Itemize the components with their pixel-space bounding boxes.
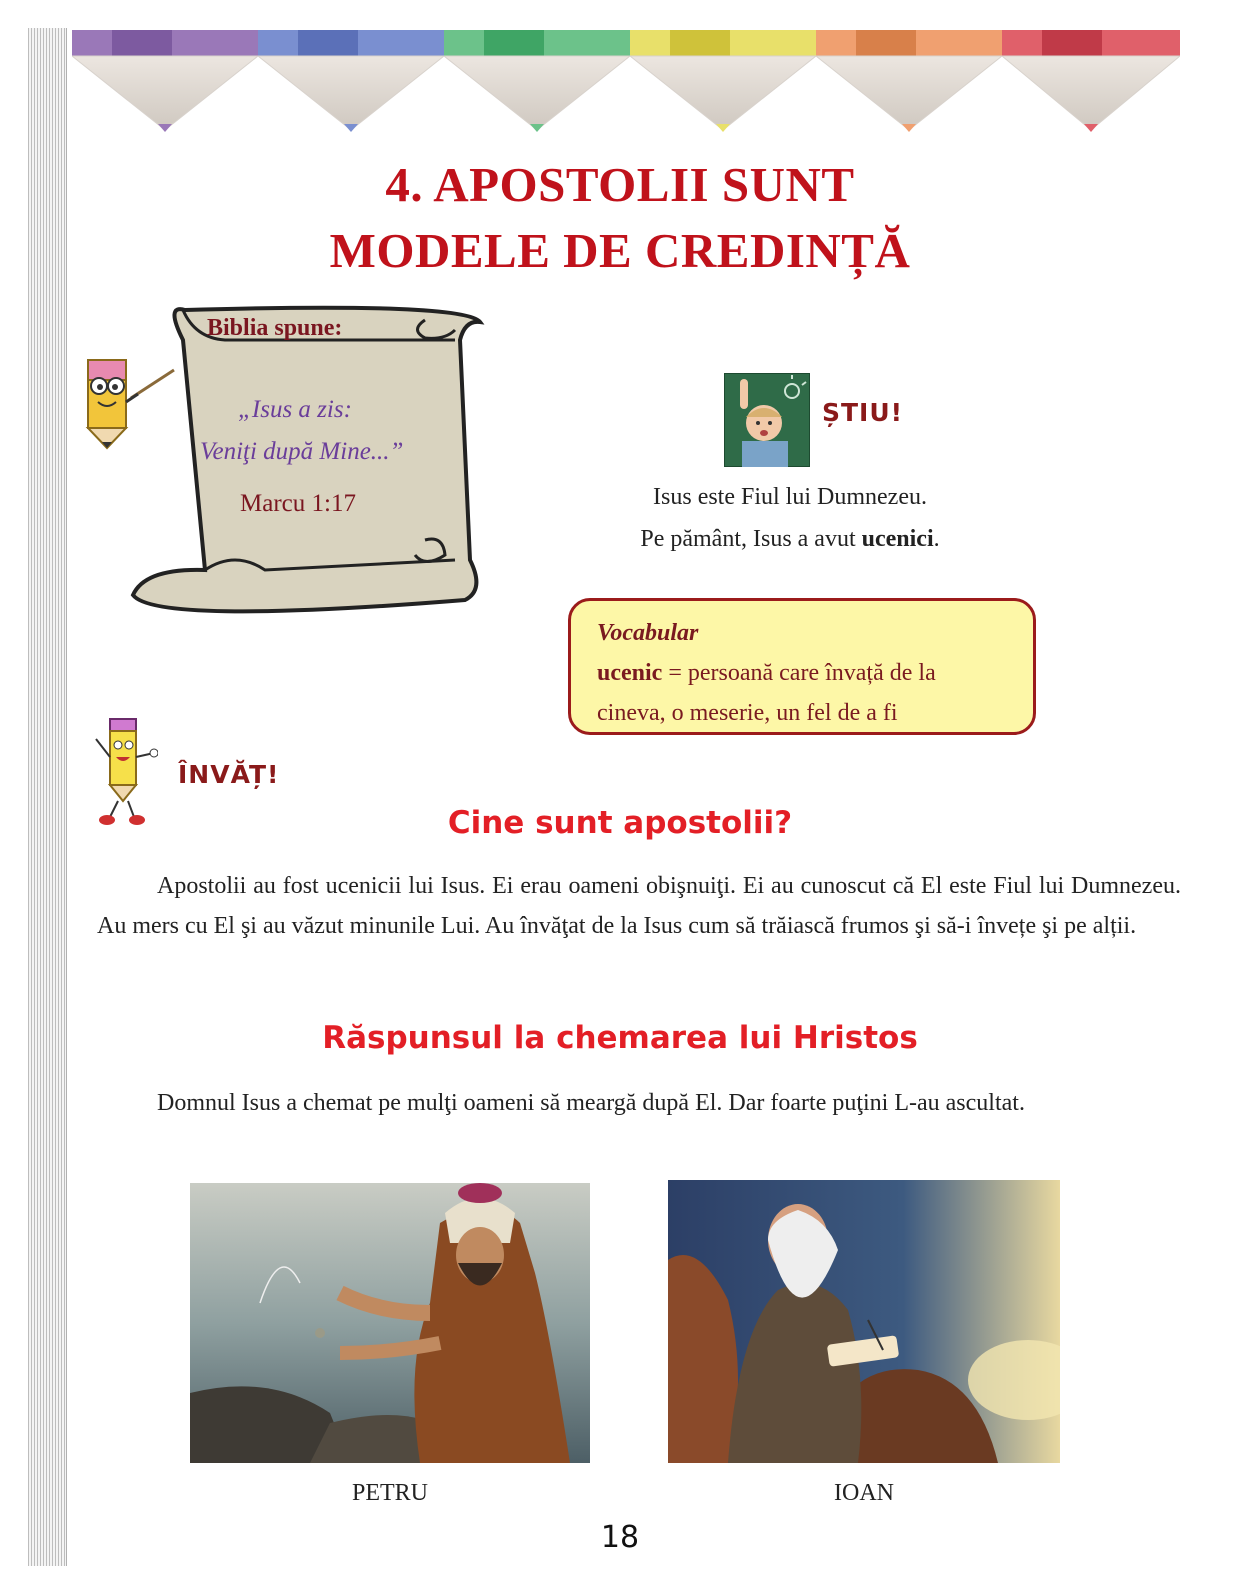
petru-caption: PETRU	[351, 1480, 428, 1506]
vocabulary-definition-line-2: cineva, o meserie, un fel de a fi	[597, 700, 898, 726]
know-label: ȘTIU!	[822, 398, 904, 427]
section-paragraph-apostles: Apostolii au fost ucenicii lui Isus. Ei erau oameni obişnuiţi. Ei au cunoscut că El este Fiul lui Dumnezeu. Au mers cu El şi au văzut minunile Lui. Au învăţat de la Isus cum să trăiască frumos şi să-i învețe şi pe alții.	[97, 873, 1181, 939]
know-line-2-start: Pe pământ, Isus a avut	[640, 526, 862, 552]
vocabulary-definition-start: = persoană care învață de la	[662, 660, 936, 686]
ioan-caption: IOAN	[834, 1480, 894, 1506]
title-line-1: 4. APOSTOLII SUNT	[385, 157, 855, 212]
child-raising-hand-image	[724, 373, 810, 467]
ioan-illustration	[668, 1180, 1060, 1463]
page-number: 18	[600, 1520, 640, 1555]
know-line-2-bold: ucenici	[861, 526, 934, 552]
bible-quote-line-2: Veniţi după Mine...”	[200, 438, 404, 465]
petru-illustration	[190, 1183, 590, 1463]
pencil-teacher-icon	[76, 350, 176, 450]
pencils-header-decoration	[72, 30, 1180, 140]
know-line-1: Isus este Fiul lui Dumnezeu.	[653, 484, 927, 510]
section-paragraph-response: Domnul Isus a chemat pe mulţi oameni să meargă după El. Dar foarte puţini L-au ascultat.	[157, 1090, 1025, 1116]
know-line-2	[560, 526, 1020, 553]
know-line-2-end: .	[933, 526, 940, 552]
bible-reference: Marcu 1:17	[240, 490, 356, 517]
vocabulary-term: ucenic	[597, 660, 663, 686]
section-heading-response: Răspunsul la chemarea lui Hristos	[322, 1020, 918, 1056]
vocabulary-title: Vocabular	[597, 620, 699, 646]
bible-quote-line-1: „Isus a zis:	[238, 396, 352, 423]
section-heading-apostles: Cine sunt apostolii?	[447, 805, 793, 841]
page-title	[0, 152, 1240, 284]
vocabulary-box	[568, 598, 1036, 735]
learn-label: ÎNVĂȚ!	[178, 760, 280, 789]
title-line-2: MODELE DE CREDINȚĂ	[329, 223, 911, 278]
vocabulary-definition-line-1	[597, 653, 1007, 693]
bible-says-heading: Biblia spune:	[207, 315, 343, 341]
